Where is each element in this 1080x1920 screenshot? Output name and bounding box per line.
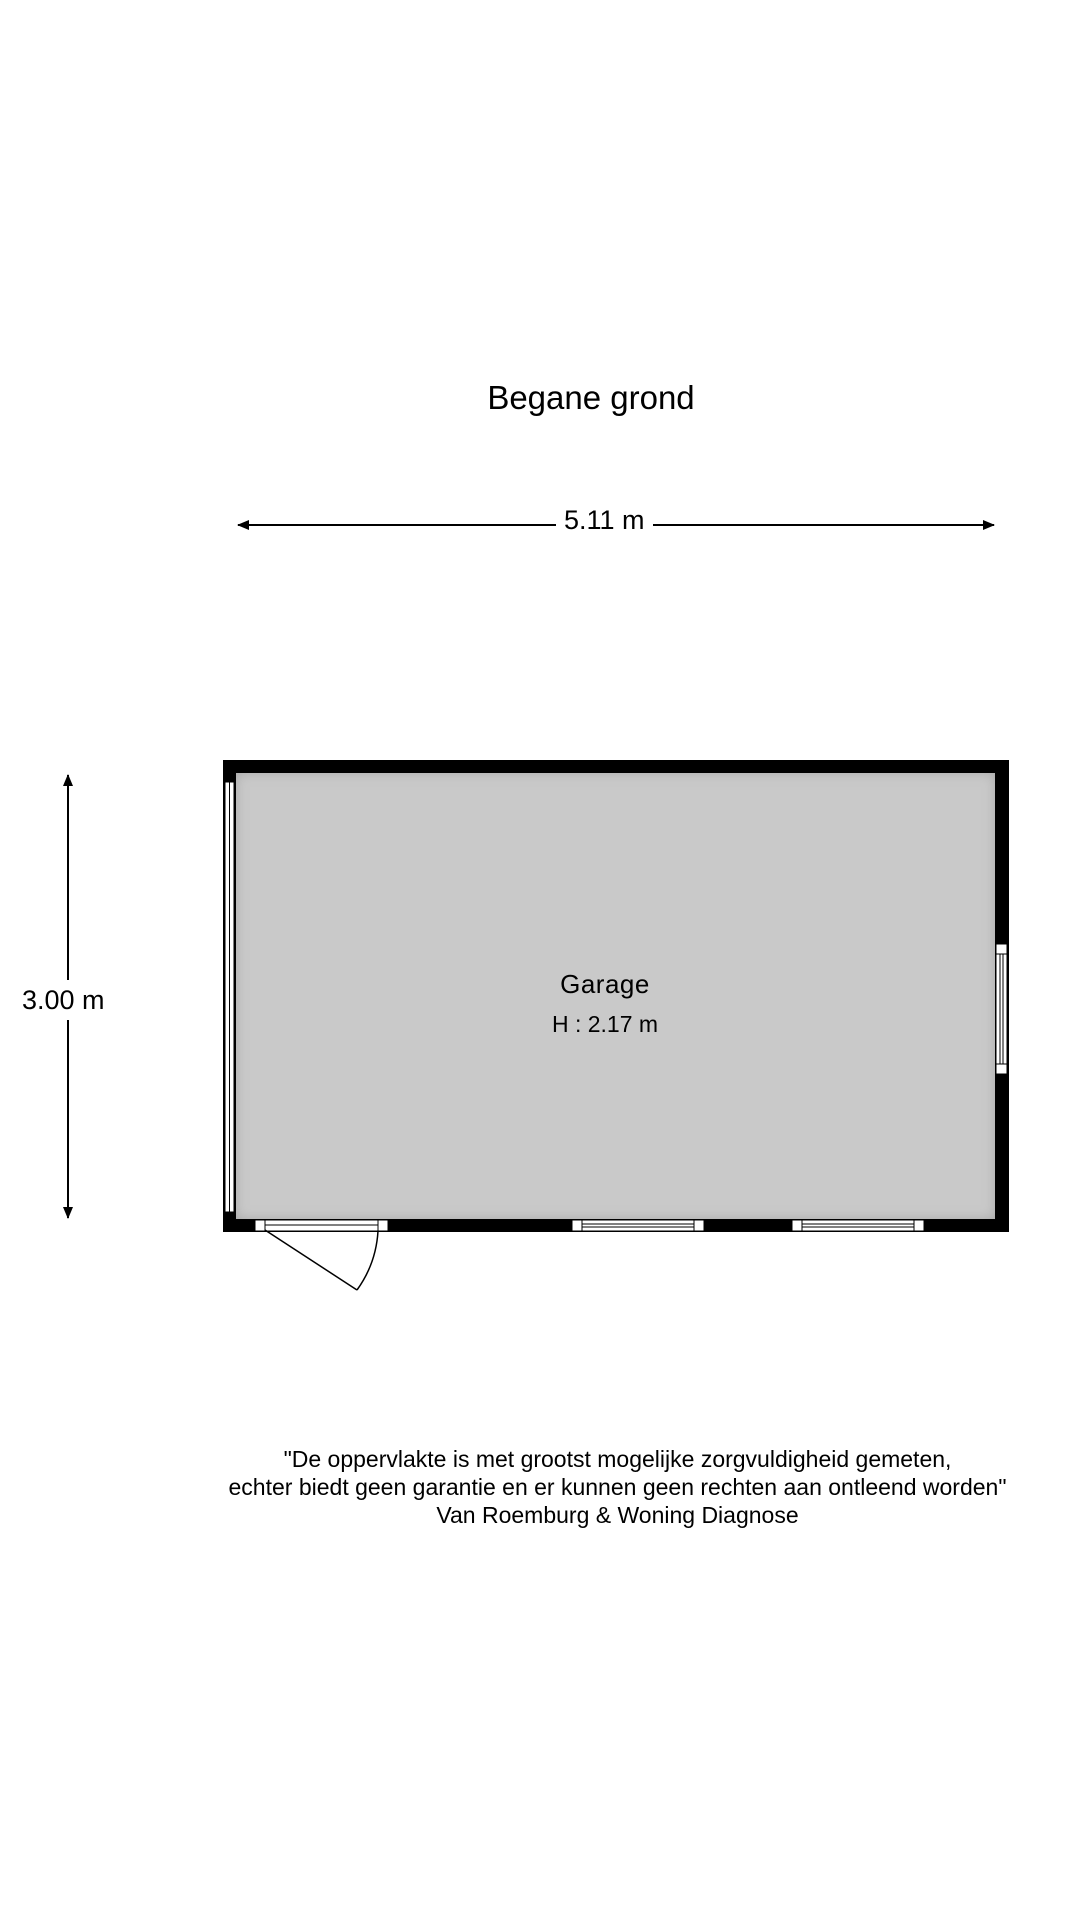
left-window [225, 782, 234, 1212]
width-dimension-label: 5.11 m [556, 504, 653, 536]
disclaimer-line-2: echter biedt geen garantie en er kunnen geen rechten aan ontleend worden" [228, 1474, 1007, 1500]
disclaimer [150, 1445, 1080, 1529]
room-name: Garage [560, 969, 650, 999]
room-ceiling-height: H : 2.17 m [551, 1011, 659, 1037]
right-window [996, 944, 1007, 1074]
bottom-window-1 [572, 1220, 704, 1231]
disclaimer-line-1: "De oppervlakte is met grootst mogelijke zorgvuldigheid gemeten, [283, 1446, 952, 1472]
disclaimer-line-3: Van Roemburg & Woning Diagnose [436, 1502, 799, 1528]
height-dimension-label: 3.00 m [22, 980, 105, 1020]
floor-title: Begane grond [487, 379, 695, 416]
entrance-door [255, 1220, 388, 1290]
bottom-window-2 [792, 1220, 924, 1231]
